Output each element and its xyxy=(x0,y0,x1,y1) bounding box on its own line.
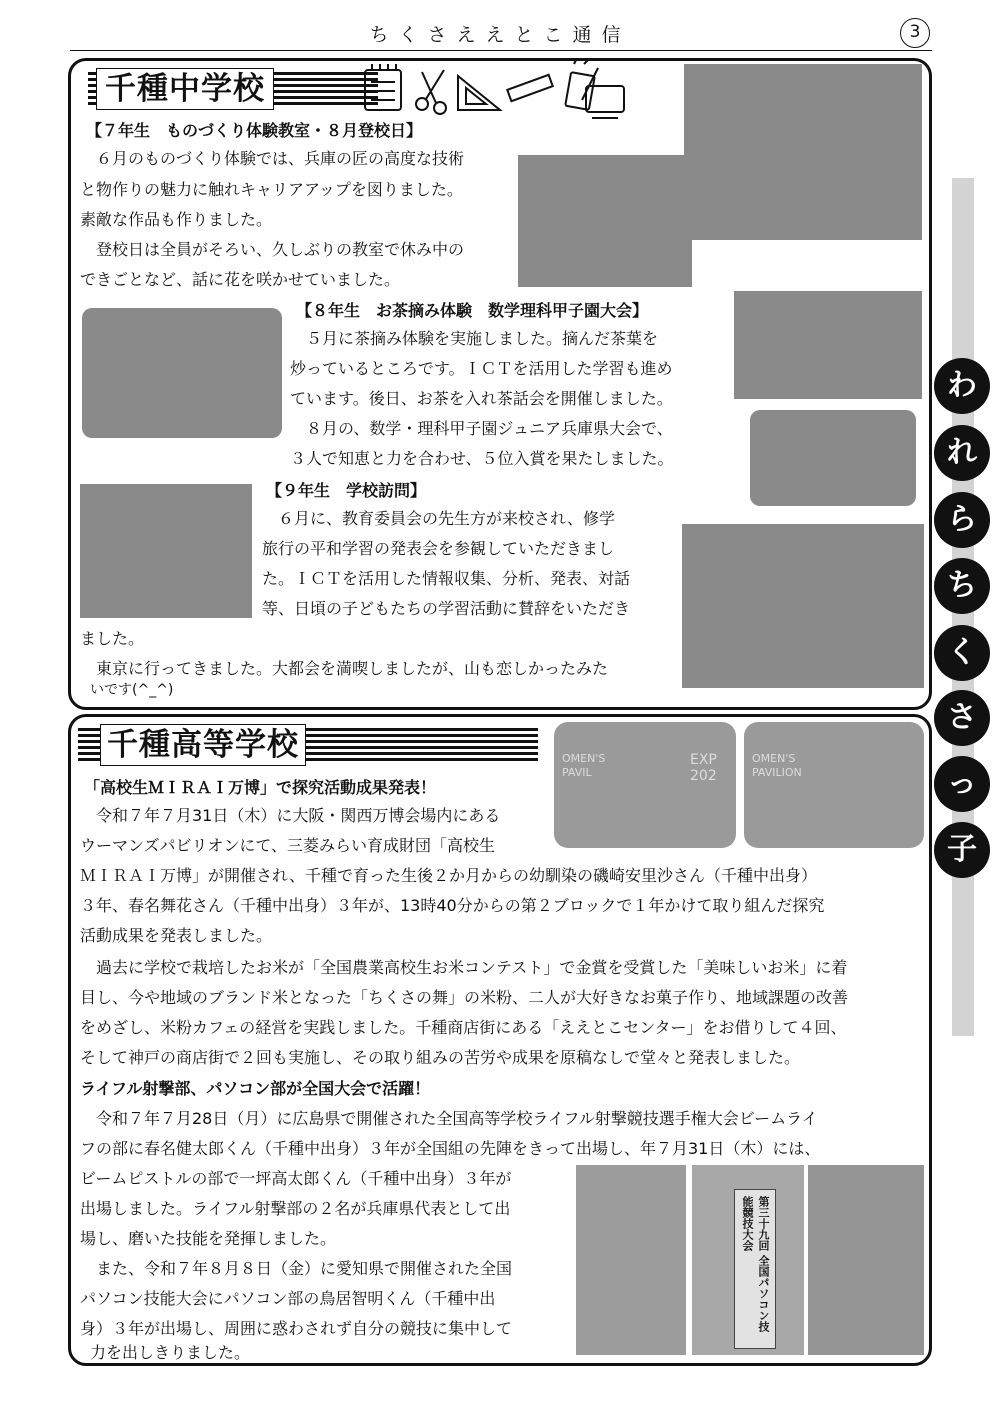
side-char: ら xyxy=(934,492,990,548)
newsletter-title: ちくさええとこ通信 xyxy=(369,24,631,46)
text-line: ５月に茶摘み体験を実施しました。摘んだ茶葉を xyxy=(290,329,659,348)
text-line: そして神戸の商店街で２回も実施し、その取り組みの苦労や成果を原稿なしで堂々と発表しました。 xyxy=(80,1048,801,1067)
text-line: パソコン技能大会にパソコン部の鳥居智明くん（千種中出 xyxy=(80,1289,496,1308)
photo-expo-left xyxy=(554,722,736,848)
stationery-icons xyxy=(360,60,630,120)
text-line: 令和７年７月28日（月）に広島県で開催された全国高等学校ライフル射撃競技選手権大会ビームライ xyxy=(80,1109,818,1128)
photo-tokyo-trip xyxy=(682,524,924,688)
side-char: ち xyxy=(934,558,990,614)
text-line: 活動成果を発表しました。 xyxy=(80,926,273,945)
expo-sign xyxy=(690,752,717,784)
text-line: た。ＩＣＴを活用した情報収集、分析、発表、対話 xyxy=(262,569,631,588)
sign-text: PAVILION xyxy=(752,766,802,779)
title-text: 千種中学校 xyxy=(96,68,274,110)
text-line: また、令和７年８月８日（金）に愛知県で開催された全国 xyxy=(80,1259,513,1278)
side-char: っ xyxy=(934,756,990,812)
article-heading-clubs: ライフル射撃部、パソコン部が全国大会で活躍！ xyxy=(80,1079,431,1098)
side-char: れ xyxy=(934,425,990,481)
text-line: いです(^_^) xyxy=(90,682,174,698)
text-line: 素敵な作品も作りました。 xyxy=(80,210,273,229)
text-line: ３人で知恵と力を合わせ、５位入賞を果たしました。 xyxy=(290,449,674,468)
sign-text: OMEN'S xyxy=(562,752,606,765)
text-line: をめざし、米粉カフェの経営を実践しました。千種商店街にある「ええとこセンター」をお借りして４回、 xyxy=(80,1018,847,1037)
photo-crafting xyxy=(684,64,922,240)
header-rule xyxy=(70,50,932,51)
high-school-title: 千種高等学校 xyxy=(100,724,306,766)
photo-award-students xyxy=(750,410,916,506)
section-heading-9th: 【９年生 学校訪問】 xyxy=(266,481,427,500)
notebook-icon xyxy=(365,64,401,110)
text-line: 出場しました。ライフル射撃部の２名が兵庫県代表として出 xyxy=(80,1199,511,1218)
text-line: 東京に行ってきました。大都会を満喫しましたが、山も恋しかったみた xyxy=(80,659,609,678)
text-line: ビームピストルの部で一坪高太郎くん（千種中出身）３年が xyxy=(80,1169,512,1188)
photo-tea-roasting xyxy=(82,308,282,438)
text-line: ８月の、数学・理科甲子園ジュニア兵庫県大会で、 xyxy=(290,419,673,438)
banner-line: 全国パソコン技能競技大会 xyxy=(741,1196,770,1332)
side-char: わ xyxy=(934,358,990,414)
photo-ict-class xyxy=(734,291,922,399)
text-line: 炒っているところです。ＩＣＴを活用した学習も進め xyxy=(290,359,673,378)
ruler-icon xyxy=(507,75,552,101)
text-line: ました。 xyxy=(80,629,145,648)
triangle-ruler-icon xyxy=(458,76,500,110)
photo-expo-right xyxy=(744,722,924,848)
section-heading-8th: 【８年生 お茶摘み体験 数学理科甲子園大会】 xyxy=(296,301,649,320)
text-line: 力を出しきりました。 xyxy=(90,1343,251,1362)
text-line: 身）３年が出場し、周囲に惑わされず自分の競技に集中して xyxy=(80,1319,513,1338)
pencil-icon xyxy=(565,60,598,110)
page-number: 3 xyxy=(900,18,930,48)
sign-text: 202 xyxy=(690,768,717,784)
photo-pc-contest xyxy=(692,1165,804,1355)
text-line: 過去に学校で栽培したお米が「全国農業高校生お米コンテスト」で金賞を受賞した「美味しいお米」に着 xyxy=(80,958,848,977)
photo-pc-competitor xyxy=(808,1165,924,1355)
sign-text: OMEN'S xyxy=(752,752,796,765)
text-line: ６月のものづくり体験では、兵庫の匠の高度な技術 xyxy=(80,149,465,168)
text-line: ３年、春名舞花さん（千種中出身）３年が、13時40分からの第２ブロックで１年かけて取り組んだ探究 xyxy=(80,896,825,915)
article-heading-expo: 「高校生ＭＩＲＡＩ万博」で探究活動成果発表！ xyxy=(84,778,437,797)
scissors-icon xyxy=(416,70,446,114)
text-line: 場し、磨いた技能を発揮しました。 xyxy=(80,1229,337,1248)
text-line: ６月に、教育委員会の先生方が来校され、修学 xyxy=(262,509,615,528)
text-line: 等、日頃の子どもたちの学習活動に賛辞をいただき xyxy=(262,599,631,618)
side-char: 子 xyxy=(934,822,990,878)
sign-text: PAVIL xyxy=(562,766,592,779)
text-line: ＭＩＲＡＩ万博」が開催され、千種で育った生後２か月からの幼馴染の磯崎安里沙さん（千種中出身） xyxy=(80,866,817,885)
text-line: フの部に春名健太郎くん（千種中出身）３年が全国組の先陣をきって出場し、年７月31日（木）には、 xyxy=(80,1139,821,1158)
banner-line: 第三十九回 xyxy=(757,1196,770,1251)
text-line: ています。後日、お茶を入れ茶話会を開催しました。 xyxy=(290,389,673,408)
contest-banner xyxy=(734,1189,776,1349)
text-line: 旅行の平和学習の発表会を参観していただきまし xyxy=(262,539,615,558)
text-line: 目し、今や地域のブランド米となった「ちくさの舞」の米粉、二人が大好きなお菓子作り、地域課題の改善 xyxy=(80,988,849,1007)
sign-text: EXP xyxy=(690,752,717,768)
section-heading-7th: 【７年生 ものづくり体験教室・８月登校日】 xyxy=(86,121,423,140)
side-char: く xyxy=(934,625,990,681)
text-line: できごとなど、話に花を咲かせていました。 xyxy=(80,270,401,289)
banner-text xyxy=(735,1190,775,1348)
photo-school-visit xyxy=(80,484,252,618)
expo-sign xyxy=(562,752,605,780)
text-line: と物作りの魅力に触れキャリアアップを図りました。 xyxy=(80,180,463,199)
text-line: 令和７年７月31日（木）に大阪・関西万博会場内にある xyxy=(80,806,501,825)
photo-classroom xyxy=(518,155,692,287)
junior-high-title xyxy=(78,64,318,114)
photo-rifle-shooting xyxy=(576,1165,686,1355)
side-char: さ xyxy=(934,690,990,746)
expo-sign xyxy=(752,752,802,780)
text-line: ウーマンズパビリオンにて、三菱みらい育成財団「高校生 xyxy=(80,836,496,855)
text-line: 登校日は全員がそろい、久しぶりの教室で休み中の xyxy=(80,240,465,259)
